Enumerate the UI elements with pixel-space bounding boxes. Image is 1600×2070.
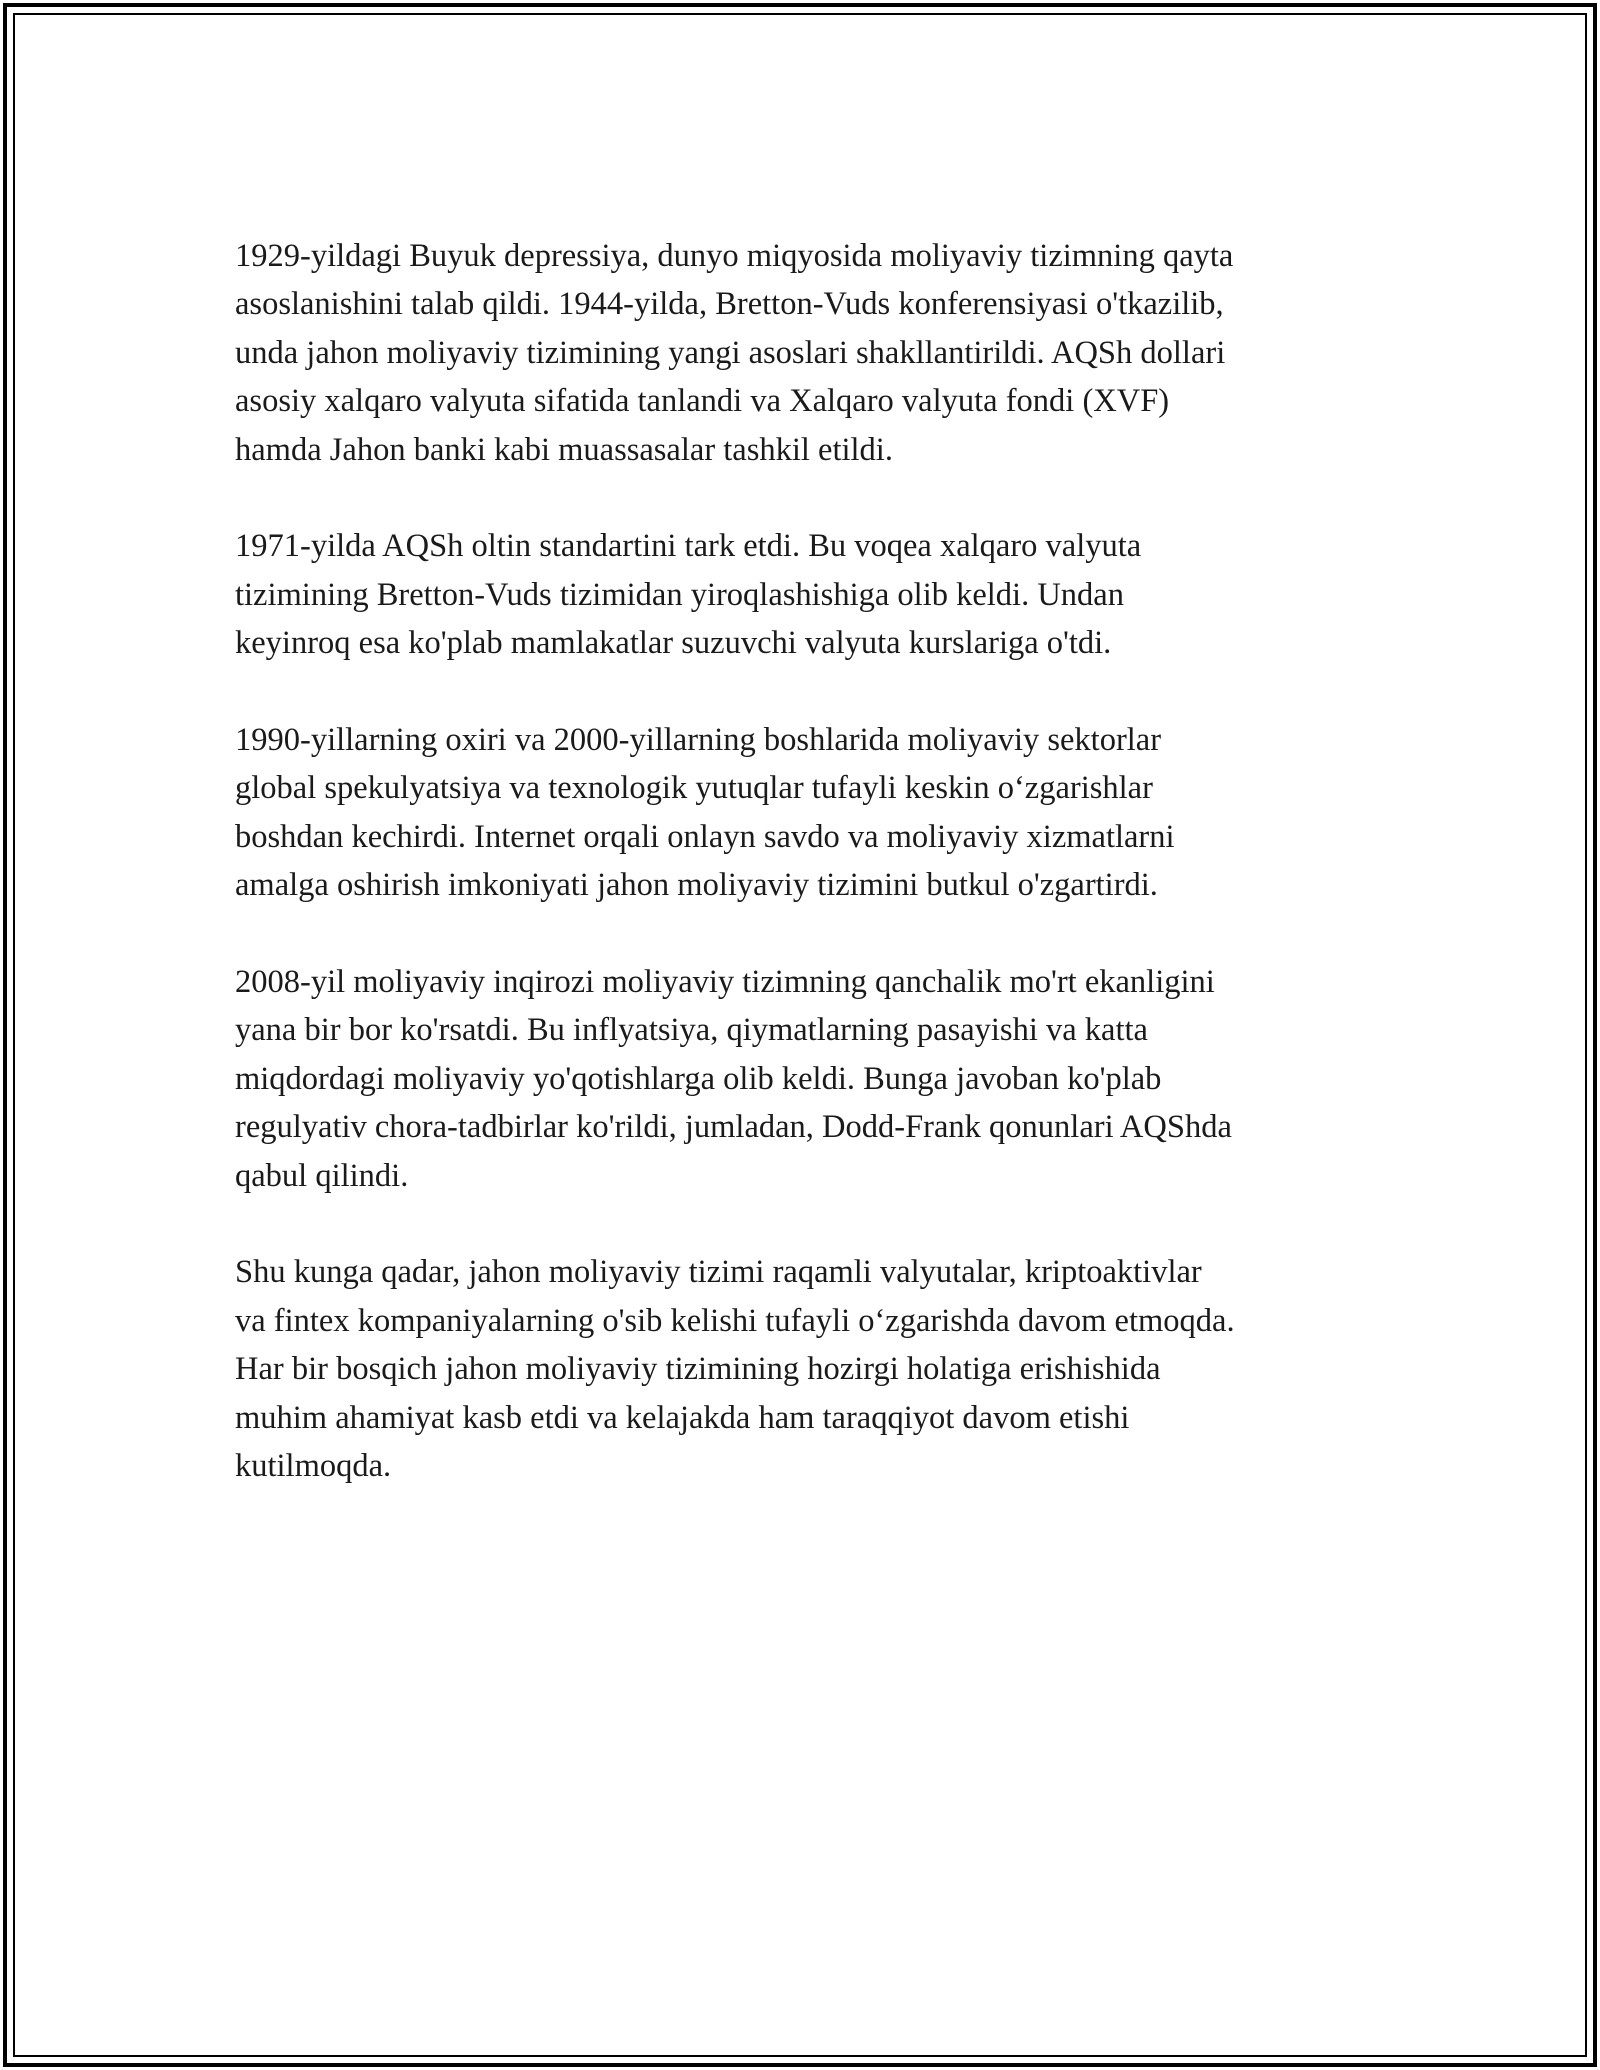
text-line: tizimining Bretton-Vuds tizimidan yiroqlashishiga olib keldi. Undan [235, 576, 1124, 613]
text-line: boshdan kechirdi. Internet orqali onlayn savdo va moliyaviy xizmatlarni [235, 818, 1175, 855]
text-line: Shu kunga qadar, jahon moliyaviy tizimi raqamli valyutalar, kriptoaktivlar [235, 1254, 1202, 1291]
text-line: 1990-yillarning oxiri va 2000-yillarning boshlarida moliyaviy sektorlar [235, 722, 1162, 759]
text-line: 1929-yildagi Buyuk depressiya, dunyo miqyosida moliyaviy tizimning qayta [235, 238, 1234, 274]
text-line: miqdordagi moliyaviy yo'qotishlarga olib keldi. Bunga javoban ko'plab [235, 1060, 1162, 1097]
text-line: va fintex kompaniyalarning o'sib kelishi tufayli o‘zgarishda davom etmoqda. [235, 1302, 1235, 1339]
text-line: regulyativ chora-tadbirlar ko'rildi, jumladan, Dodd-Frank qonunlari AQShda [235, 1109, 1232, 1146]
text-line: Har bir bosqich jahon moliyaviy tizimining hozirgi holatiga erishishida [235, 1351, 1161, 1388]
paragraph-1929-depression [235, 232, 1375, 474]
text-line: asoslanishini talab qildi. 1944-yilda, Bretton-Vuds konferensiyasi o'tkazilib, [235, 286, 1224, 323]
text-line: keyinroq esa ko'plab mamlakatlar suzuvchi valyuta kurslariga o'tdi. [235, 625, 1112, 662]
paragraph-1971-gold-standard [235, 522, 1375, 667]
paragraph-2008-crisis [235, 958, 1375, 1200]
text-line: 1971-yilda AQSh oltin standartini tark etdi. Bu voqea xalqaro valyuta [235, 528, 1142, 565]
text-line: yana bir bor ko'rsatdi. Bu inflyatsiya, qiymatlarning pasayishi va katta [235, 1012, 1148, 1049]
text-line: qabul qilindi. [235, 1157, 409, 1194]
text-line: amalga oshirish imkoniyati jahon moliyaviy tizimini butkul o'zgartirdi. [235, 867, 1158, 904]
text-line: unda jahon moliyaviy tizimining yangi asoslari shakllantirildi. AQSh dollari [235, 334, 1226, 371]
text-line: asosiy xalqaro valyuta sifatida tanlandi va Xalqaro valyuta fondi (XVF) [235, 383, 1170, 420]
paragraph-1990s-2000s [235, 716, 1375, 910]
text-line: muhim ahamiyat kasb etdi va kelajakda ham taraqqiyot davom etishi [235, 1399, 1130, 1436]
document-body [235, 232, 1375, 1539]
text-line: kutilmoqda. [235, 1448, 392, 1485]
text-line: hamda Jahon banki kabi muassasalar tashkil etildi. [235, 431, 893, 468]
text-line: global spekulyatsiya va texnologik yutuqlar tufayli keskin o‘zgarishlar [235, 770, 1153, 807]
text-line: 2008-yil moliyaviy inqirozi moliyaviy tizimning qanchalik mo'rt ekanligini [235, 964, 1215, 1001]
paragraph-present-day [235, 1248, 1375, 1490]
